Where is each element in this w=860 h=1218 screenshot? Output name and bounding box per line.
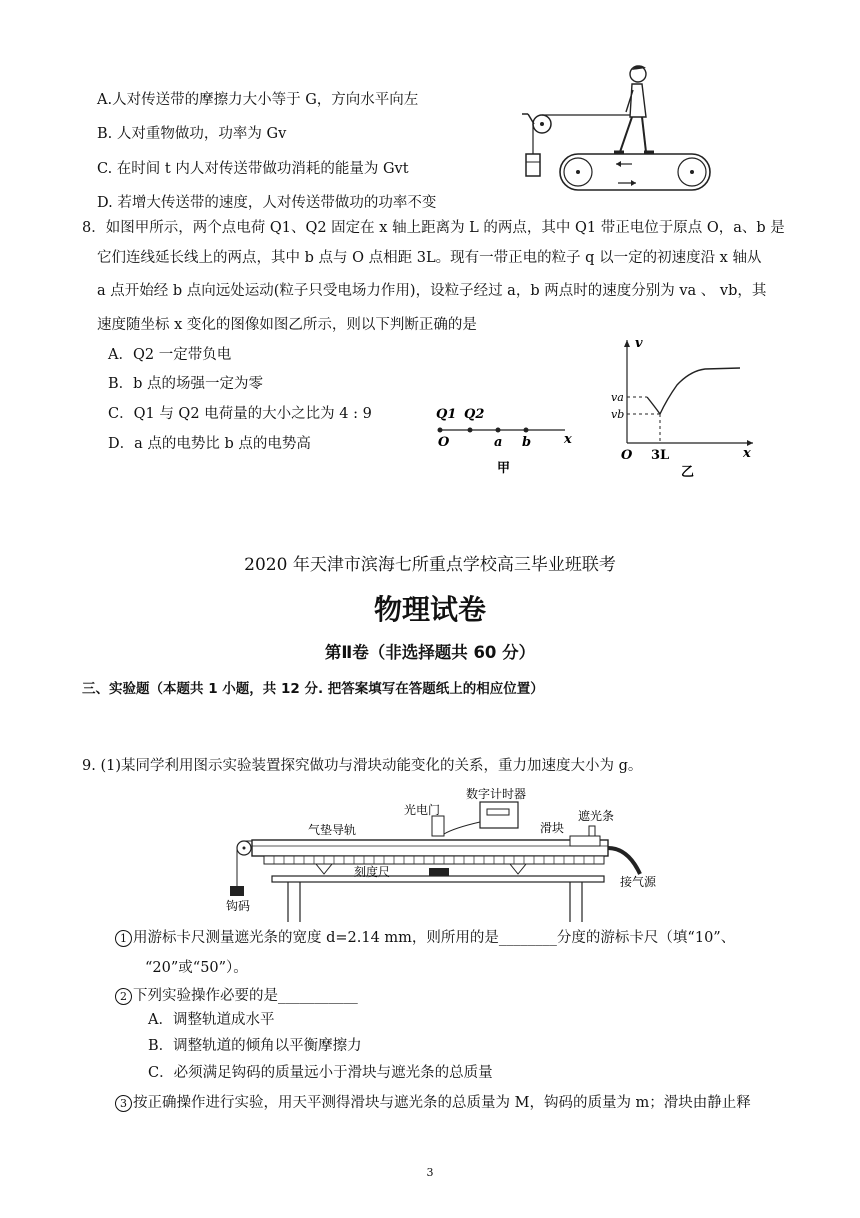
- q8-line-3: a 点开始经 b 点向远处运动(粒子只受电场力作用)，设粒子经过 a，b 两点时的速度分别为 va 、 vb，其: [97, 283, 767, 299]
- label-air-source: 接气源: [620, 875, 657, 889]
- label-air-rail: 气垫导轨: [308, 823, 357, 837]
- q7-option-d: D. 若增大传送带的速度，人对传送带做功的功率不变: [97, 195, 437, 211]
- q9-step-1-text-cont: “20”或“50”）。: [145, 960, 248, 976]
- q7-option-a: A.人对传送带的摩擦力大小等于 G，方向水平向左: [97, 92, 419, 108]
- q9-step-1-text: 用游标卡尺测量遮光条的宽度 d=2.14 mm，则所用的是________分度的游标卡尺（填“10”、: [133, 930, 736, 946]
- section-heading: 三、实验题（本题共 1 小题，共 12 分. 把答案填写在答题纸上的相应位置）: [82, 681, 544, 697]
- fig-yi-o: O: [621, 448, 633, 463]
- q9-step-2-option-b: B．调整轨道的倾角以平衡摩擦力: [148, 1038, 362, 1054]
- fig-yi-x: x: [743, 446, 751, 461]
- q8-line-2: 它们连线延长线上的两点，其中 b 点与 O 点相距 3L。现有一带正电的粒子 q 以一定的初速度沿 x 轴从: [97, 250, 762, 266]
- fig-yi-vb: vb: [611, 408, 625, 421]
- q9-step-2-option-a: A．调整轨道成水平: [148, 1012, 275, 1028]
- q8-line-1: 8．如图甲所示，两个点电荷 Q1、Q2 固定在 x 轴上距离为 L 的两点，其中 Q1 带正电位于原点 O，a、b 是: [82, 220, 785, 236]
- q8-option-c: C．Q1 与 Q2 电荷量的大小之比为 4 : 9: [108, 406, 372, 422]
- fig-yi-caption: 乙: [681, 465, 695, 480]
- q9-intro: 9. (1)某同学利用图示实验装置探究做功与滑块动能变化的关系，重力加速度大小为 g。: [82, 758, 643, 774]
- q8-option-d: D．a 点的电势比 b 点的电势高: [108, 436, 311, 452]
- fig-jia-q2: Q2: [464, 407, 485, 422]
- section-subtitle: 第Ⅱ卷（非选择题共 60 分）: [324, 643, 536, 662]
- step-1-marker: 1: [115, 930, 132, 947]
- q8-option-a: A．Q2 一定带负电: [108, 347, 232, 363]
- page-number: 3: [426, 1166, 434, 1179]
- fig-yi-v: v: [635, 336, 643, 351]
- q8-option-b: B．b 点的场强一定为零: [108, 376, 264, 392]
- fig-jia-caption: 甲: [497, 461, 511, 476]
- exam-header-line: 2020 年天津市滨海七所重点学校高三毕业班联考: [244, 555, 616, 575]
- q9-step-3-text: 按正确操作进行实验，用天平测得滑块与遮光条的总质量为 M，钩码的质量为 m；滑块由静止释: [133, 1095, 751, 1111]
- q7-option-c: C. 在时间 t 内人对传送带做功消耗的能量为 Gvt: [97, 161, 409, 177]
- figure-yi: [605, 335, 765, 480]
- q9-step-2-text: 下列实验操作必要的是___________: [133, 988, 358, 1004]
- label-slider: 滑块: [540, 821, 565, 835]
- label-timer: 数字计时器: [466, 787, 527, 801]
- q8-line-4: 速度随坐标 x 变化的图像如图乙所示，则以下判断正确的是: [97, 317, 477, 333]
- step-2-marker: 2: [115, 988, 132, 1005]
- fig-jia-q1: Q1: [436, 407, 457, 422]
- fig-jia-a: a: [494, 435, 503, 450]
- step-3-marker: 3: [115, 1095, 132, 1112]
- fig-jia-x: x: [564, 432, 572, 447]
- q9-step-2-option-c: C．必须满足钩码的质量远小于滑块与遮光条的总质量: [148, 1065, 493, 1081]
- page-title: 物理试卷: [373, 593, 486, 626]
- label-weight: 钩码: [226, 899, 251, 913]
- label-ruler: 刻度尺: [354, 865, 391, 879]
- figure-jia: [430, 398, 585, 478]
- q7-option-b: B. 人对重物做功，功率为 Gv: [97, 126, 287, 142]
- label-strip: 遮光条: [578, 809, 615, 823]
- conveyor-belt-figure: [520, 62, 720, 197]
- fig-jia-o: O: [438, 435, 450, 450]
- fig-yi-3l: 3L: [651, 448, 670, 463]
- air-track-figure: [224, 782, 664, 924]
- fig-yi-va: va: [611, 391, 624, 404]
- fig-jia-b: b: [522, 435, 532, 450]
- label-photogate: 光电门: [404, 803, 441, 817]
